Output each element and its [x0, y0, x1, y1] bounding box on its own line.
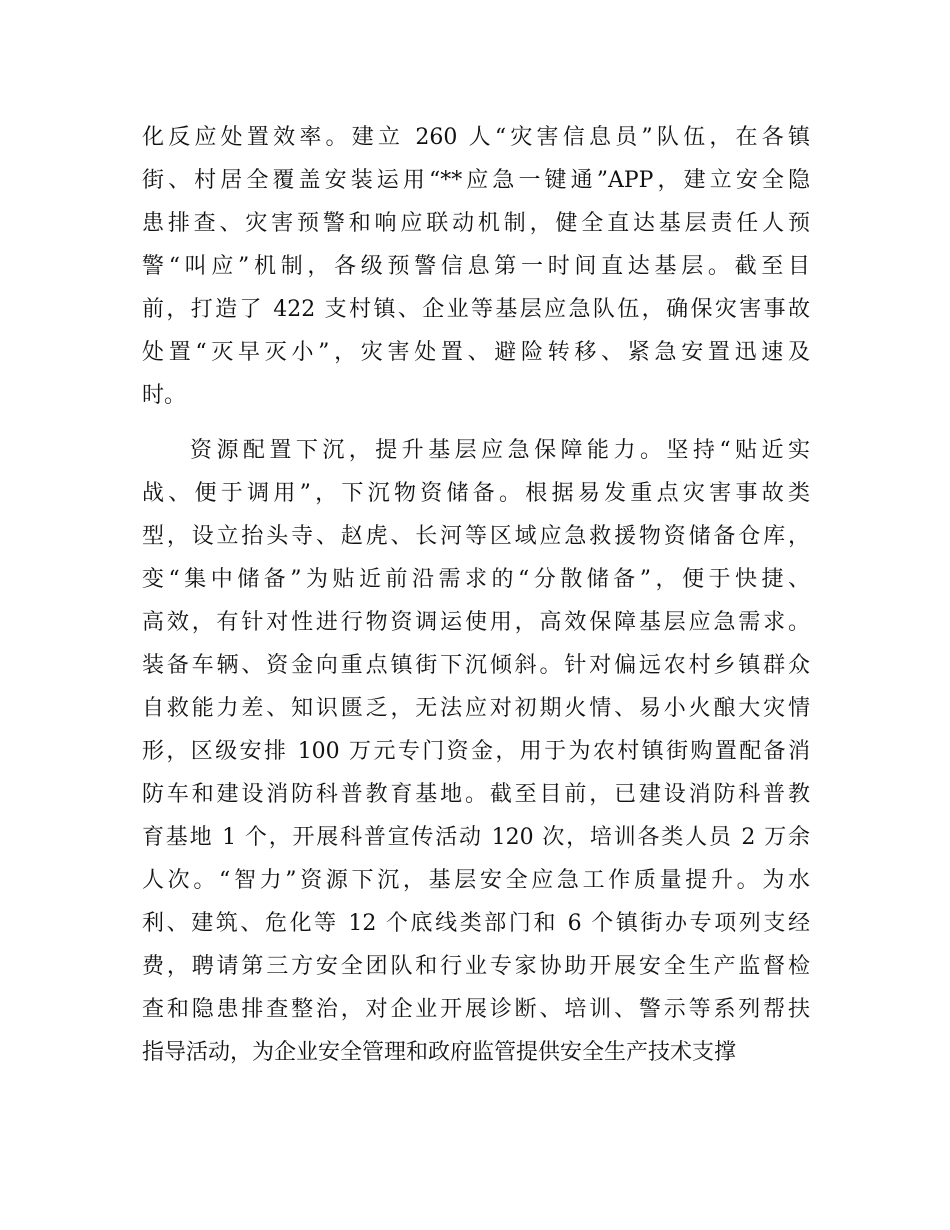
paragraph-2-line: 自救能力差、知识匮乏，无法应对初期火情、易小火酿大灾情: [142, 696, 810, 721]
paragraph-2-line: 利、建筑、危化等 12 个底线类部门和 6 个镇街办专项列支经: [142, 911, 810, 936]
paragraph-1: [142, 116, 810, 417]
paragraph-1-line: 时。: [142, 383, 187, 408]
paragraph-1-line: 街、村居全覆盖安装运用“**应急一键通”APP，建立安全隐: [142, 168, 810, 193]
paragraph-2-line: 育基地 1 个，开展科普宣传活动 120 次，培训各类人员 2 万余: [142, 825, 810, 850]
paragraph-2-line: 变“集中储备”为贴近前沿需求的“分散储备”，便于快捷、: [142, 567, 810, 592]
paragraph-1-line: 处置“灭早灭小”，灾害处置、避险转移、紧急安置迅速及: [142, 340, 810, 365]
paragraph-1-line: 化反应处置效率。建立 260 人“灾害信息员”队伍，在各镇: [142, 125, 810, 150]
paragraph-2-line: 型，设立抬头寺、赵虎、长河等区域应急救援物资储备仓库，: [142, 524, 810, 549]
paragraph-2: [142, 429, 810, 1074]
paragraph-2-line: 形，区级安排 100 万元专门资金，用于为农村镇街购置配备消: [142, 739, 810, 764]
paragraph-1-line: 患排查、灾害预警和响应联动机制，健全直达基层责任人预: [142, 211, 810, 236]
paragraph-2-line: 费，聘请第三方安全团队和行业专家协助开展安全生产监督检: [142, 954, 810, 979]
paragraph-2-line: 查和隐患排查整治，对企业开展诊断、培训、警示等系列帮扶: [142, 997, 810, 1022]
paragraph-2-line: 战、便于调用”，下沉物资储备。根据易发重点灾害事故类: [142, 481, 810, 506]
paragraph-1-line: 警“叫应”机制，各级预警信息第一时间直达基层。截至目: [142, 254, 810, 279]
paragraph-2-line: 指导活动，为企业安全管理和政府监管提供安全生产技术支撑: [142, 1040, 737, 1065]
paragraph-2-line: 高效，有针对性进行物资调运使用，高效保障基层应急需求。: [142, 610, 810, 635]
paragraph-2-line: 资源配置下沉，提升基层应急保障能力。坚持“贴近实: [190, 438, 810, 463]
paragraph-2-line: 装备车辆、资金向重点镇街下沉倾斜。针对偏远农村乡镇群众: [142, 653, 810, 678]
paragraph-2-line: 人次。“智力”资源下沉，基层安全应急工作质量提升。为水: [142, 868, 810, 893]
paragraph-1-line: 前，打造了 422 支村镇、企业等基层应急队伍，确保灾害事故: [142, 297, 810, 322]
paragraph-2-line: 防车和建设消防科普教育基地。截至目前，已建设消防科普教: [142, 782, 810, 807]
